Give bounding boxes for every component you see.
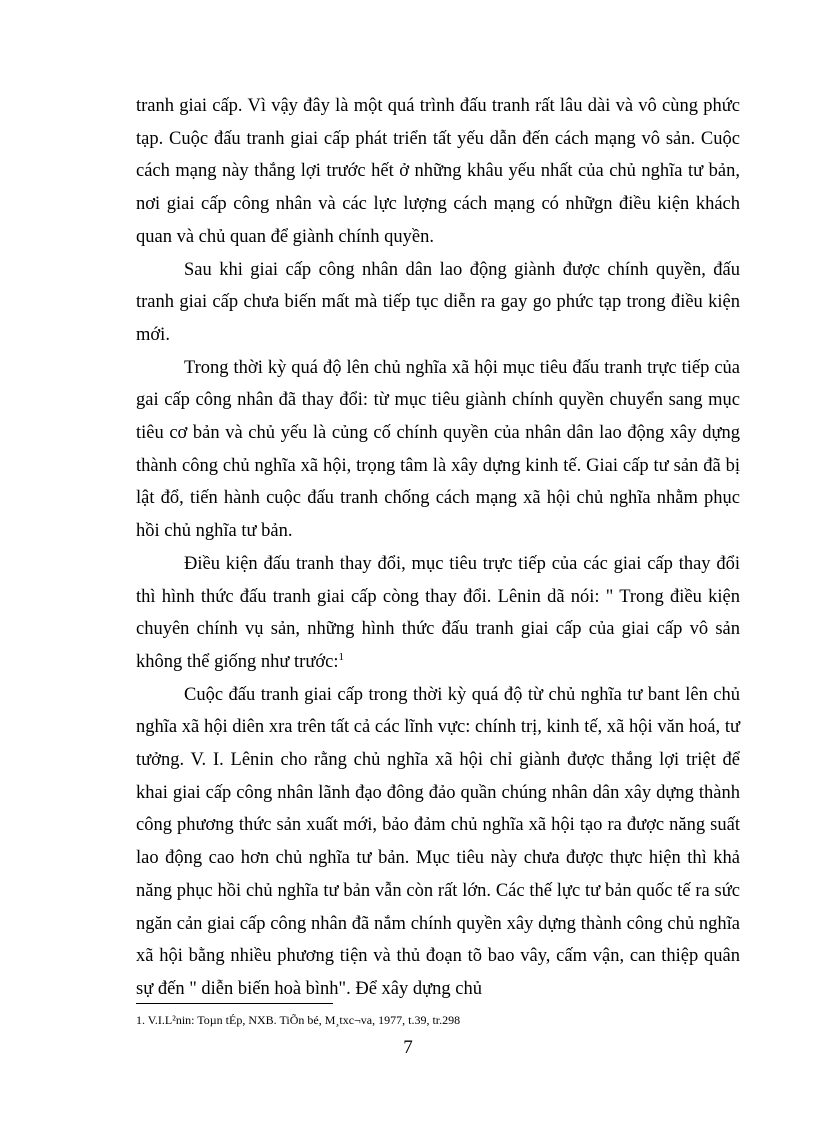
footnote-reference: 1 xyxy=(338,650,344,663)
paragraph-3: Trong thời kỳ quá độ lên chủ nghĩa xã hội mục tiêu đấu tranh trực tiếp của gai cấp công nhân đã thay đổi: từ mục tiêu giành chính quyền chuyển sang mục tiêu cơ bản và chủ yếu là củng cố chính quyền của nhân dân lao động xây dựng thành công chủ nghĩa xã hội, trọng tâm là xây dựng kinh tế. Giai cấp tư sản đã bị lật đổ, tiến hành cuộc đấu tranh chống cách mạng xã hội chủ nghĩa nhằm phục hồi chủ nghĩa tư bản. xyxy=(136,357,740,542)
paragraph-1: tranh giai cấp. Vì vậy đây là một quá trình đấu tranh rất lâu dài và vô cùng phức tạp. Cuộc đấu tranh giai cấp phát triển tất yếu dẫn đến cách mạng vô sản. Cuộc cách mạng này thắng lợi trước hết ở những khâu yếu nhất của chủ nghĩa tư bản, nơi giai cấp công nhân và các lực lượng cách mạng có nhữgn điều kiện khách quan và chủ quan để giành chính quyền. xyxy=(136,96,740,247)
paragraph-5: Cuộc đấu tranh giai cấp trong thời kỳ quá độ từ chủ nghĩa tư bant lên chủ nghĩa xã hội diên xra trên tất cả các lĩnh vực: chính trị, kinh tế, xã hội văn hoá, tư tưởng. V. I. Lênin cho rằng chủ nghĩa xã hội chỉ giành được thắng lợi triệt để khai giai cấp công nhân lãnh đạo đông đảo quần chúng nhân dân xây dựng thành công phương thức sản xuất mới, bảo đảm chủ nghĩa xã hội tạo ra được năng suất lao động cao hơn chủ nghĩa tư bản. Mục tiêu này chưa được thực hiện thì khả năng phục hồi chủ nghĩa tư bản vẫn còn rất lớn. Các thế lực tư bản quốc tế ra sức ngăn cản giai cấp công nhân đã nắm chính quyền xây dựng thành công chủ nghĩa xã hội bằng nhiều phương tiện và thủ đoạn tõ bao vây, cấm vận, can thiệp quân sự đến " diễn biến hoà bình". Để xây dựng chủ xyxy=(136,684,740,999)
footnote-separator xyxy=(136,1003,333,1004)
paragraph-4-text: Điều kiện đấu tranh thay đổi, mục tiêu trực tiếp của các giai cấp thay đổi thì hình thức đấu tranh giai cấp còng thay đổi. Lênin dã nói: " Trong điều kiện chuyên chính vụ sản, những hình thức đấu tranh giai cấp của giai cấp vô sản không thể giống như trước: xyxy=(136,553,740,672)
paragraph-2: Sau khi giai cấp công nhân dân lao động giành được chính quyền, đấu tranh giai cấp chưa biến mất mà tiếp tục diễn ra gay go phức tạp trong điều kiện mới. xyxy=(136,259,740,345)
paragraph-4 xyxy=(136,548,740,679)
body-text xyxy=(136,90,740,1006)
page-number: 7 xyxy=(403,1037,413,1058)
footnote: 1. V.I.L²nin: Toµn tÉp, NXB. TiÕn bé, M¸txc¬va, 1977, t.39, tr.298 xyxy=(136,1013,461,1027)
